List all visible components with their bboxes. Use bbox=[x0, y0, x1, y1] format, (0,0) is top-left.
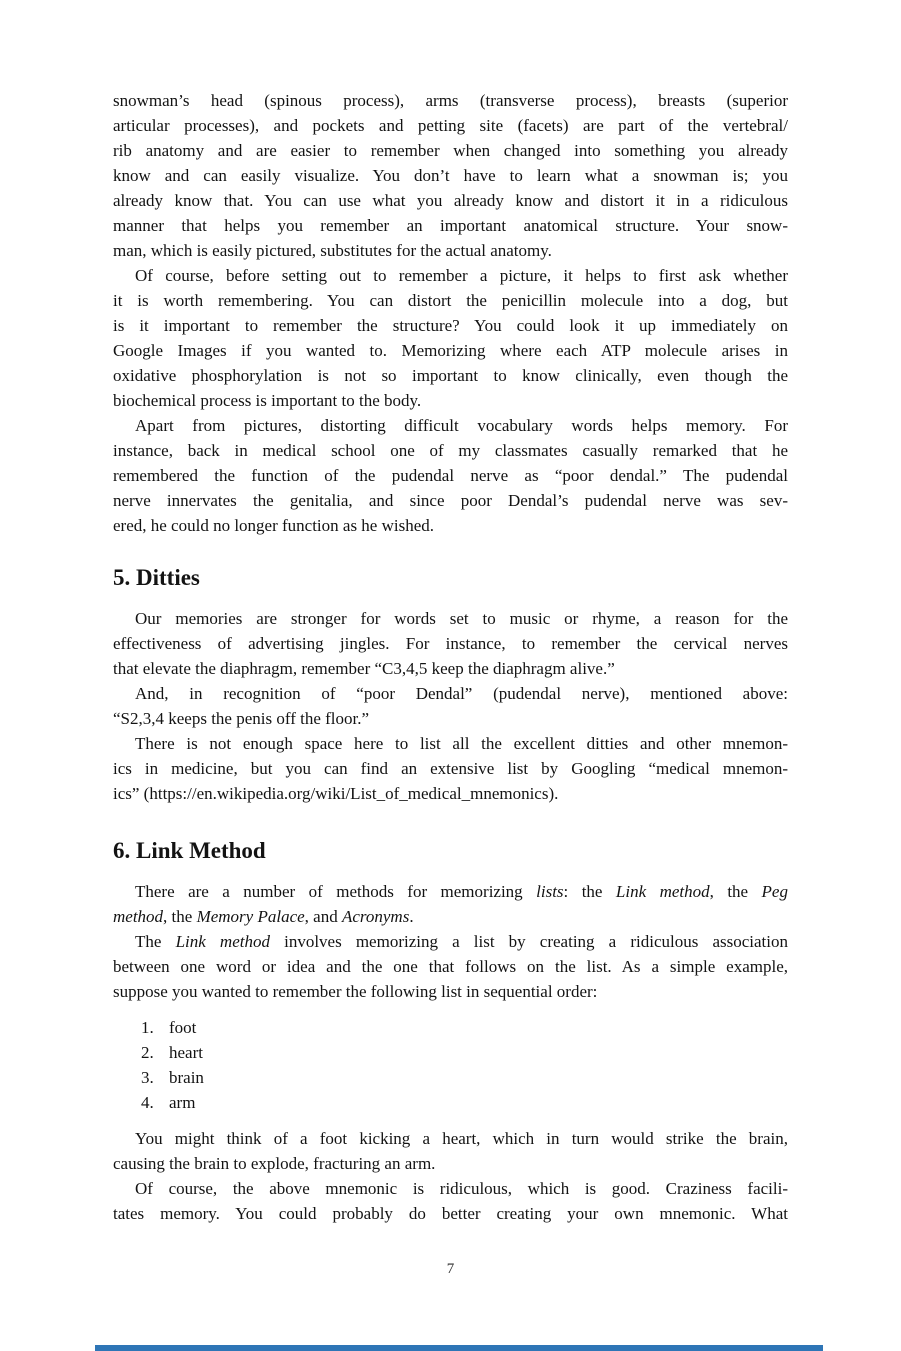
italic-term: Acronyms bbox=[341, 907, 410, 926]
list-item-text: heart bbox=[169, 1043, 203, 1062]
text-segment: , the bbox=[163, 907, 197, 926]
text-line: articular processes), and pockets and petting site (facets) are part of the vertebral/ bbox=[113, 116, 788, 135]
text-line: Of course, before setting out to remember a picture, it helps to first ask whether bbox=[135, 266, 788, 285]
list-item-text: arm bbox=[169, 1093, 196, 1112]
text-segment: , and bbox=[304, 907, 342, 926]
paragraph-list-methods bbox=[113, 879, 788, 929]
paragraph-music-rhyme bbox=[113, 606, 788, 681]
text-line: causing the brain to explode, fracturing an arm. bbox=[113, 1154, 436, 1173]
list-item bbox=[141, 1015, 788, 1040]
text-line: ics” (https://en.wikipedia.org/wiki/List_of_medical_mnemonics). bbox=[113, 784, 559, 803]
text-line: You might think of a foot kicking a heart, which in turn would strike the brain, bbox=[135, 1129, 788, 1148]
list-item bbox=[141, 1090, 788, 1115]
page-number: 7 bbox=[446, 1261, 455, 1277]
italic-term: lists bbox=[536, 882, 564, 901]
text-line: rib anatomy and are easier to remember when changed into something you already bbox=[113, 141, 788, 160]
text-line: nerve innervates the genitalia, and since poor Dendal’s pudendal nerve was sev- bbox=[113, 491, 788, 510]
text-segment: involves memorizing a list by creating a ridiculous association bbox=[269, 932, 788, 951]
list-item-text: brain bbox=[169, 1068, 204, 1087]
text-segment: . bbox=[409, 907, 414, 926]
text-segment: There are a number of methods for memorizing bbox=[135, 882, 537, 901]
italic-term: Peg bbox=[761, 882, 788, 901]
text-line: tates memory. You could probably do better creating your own mnemonic. What bbox=[113, 1204, 788, 1223]
paragraph-link-method-explained bbox=[113, 929, 788, 1004]
paragraph-snowman-anatomy bbox=[113, 88, 788, 263]
text-line: biochemical process is important to the body. bbox=[113, 391, 422, 410]
text-line: “S2,3,4 keeps the penis off the floor.” bbox=[113, 709, 370, 728]
paragraph-more-mnemonics bbox=[113, 731, 788, 806]
paragraph-foot-kicking-heart bbox=[113, 1126, 788, 1176]
text-line bbox=[113, 904, 788, 929]
list-item bbox=[141, 1040, 788, 1065]
sequential-list bbox=[113, 1015, 788, 1115]
paragraph-craziness-facilitates bbox=[113, 1176, 788, 1226]
paragraph-worth-remembering bbox=[113, 263, 788, 413]
text-line: is it important to remember the structure? You could look it up immediately on bbox=[113, 316, 788, 335]
bottom-accent-bar bbox=[95, 1345, 823, 1351]
text-line: instance, back in medical school one of my classmates casually remarked that he bbox=[113, 441, 788, 460]
text-line: remembered the function of the pudendal nerve as “poor dendal.” The pudendal bbox=[113, 466, 788, 485]
text-line: suppose you wanted to remember the following list in sequential order: bbox=[113, 982, 598, 1001]
text-line: Google Images if you wanted to. Memorizing where each ATP molecule arises in bbox=[113, 341, 788, 360]
italic-term: Link method bbox=[615, 882, 710, 901]
text-line: man, which is easily pictured, substitutes for the actual anatomy. bbox=[113, 241, 552, 260]
text-line: between one word or idea and the one that follows on the list. As a simple example, bbox=[113, 957, 788, 976]
heading-link-method: 6. Link Method bbox=[113, 838, 266, 863]
text-line bbox=[113, 879, 788, 904]
text-line: And, in recognition of “poor Dendal” (pudendal nerve), mentioned above: bbox=[135, 684, 788, 703]
text-line: Apart from pictures, distorting difficult vocabulary words helps memory. For bbox=[135, 416, 788, 435]
list-item bbox=[141, 1065, 788, 1090]
text-segment: : the bbox=[563, 882, 616, 901]
text-line: know and can easily visualize. You don’t have to learn what a snowman is; you bbox=[113, 166, 788, 185]
text-line: ics in medicine, but you can find an extensive list by Googling “medical mnemon- bbox=[113, 759, 788, 778]
italic-term: method bbox=[113, 907, 164, 926]
text-line: Our memories are stronger for words set to music or rhyme, a reason for the bbox=[135, 609, 788, 628]
heading-ditties: 5. Ditties bbox=[113, 565, 200, 590]
text-segment: , the bbox=[709, 882, 762, 901]
italic-term: Memory Palace bbox=[196, 907, 305, 926]
paragraph-poor-dendal-ditty bbox=[113, 681, 788, 731]
text-line: already know that. You can use what you already know and distort it in a ridiculous bbox=[113, 191, 788, 210]
list-item-number: 4. bbox=[141, 1093, 154, 1112]
text-line: that elevate the diaphragm, remember “C3,4,5 keep the diaphragm alive.” bbox=[113, 659, 615, 678]
text-line: ered, he could no longer function as he wished. bbox=[113, 516, 435, 535]
list-item-text: foot bbox=[169, 1018, 197, 1037]
text-line: There is not enough space here to list all the excellent ditties and other mnemon- bbox=[135, 734, 788, 753]
text-segment: The bbox=[135, 932, 176, 951]
list-item-number: 1. bbox=[141, 1018, 154, 1037]
page-content bbox=[113, 88, 788, 1226]
text-line: oxidative phosphorylation is not so important to know clinically, even though the bbox=[113, 366, 788, 385]
text-line: snowman’s head (spinous process), arms (transverse process), breasts (superior bbox=[113, 91, 788, 110]
italic-term: Link method bbox=[175, 932, 270, 951]
list-item-number: 2. bbox=[141, 1043, 154, 1062]
text-line: Of course, the above mnemonic is ridiculous, which is good. Craziness facili- bbox=[135, 1179, 788, 1198]
text-line: manner that helps you remember an important anatomical structure. Your snow- bbox=[113, 216, 788, 235]
paragraph-vocabulary-distortion bbox=[113, 413, 788, 538]
text-line bbox=[113, 929, 788, 954]
text-line: effectiveness of advertising jingles. For instance, to remember the cervical nerves bbox=[113, 634, 788, 653]
text-line: it is worth remembering. You can distort the penicillin molecule into a dog, but bbox=[113, 291, 788, 310]
list-item-number: 3. bbox=[141, 1068, 154, 1087]
